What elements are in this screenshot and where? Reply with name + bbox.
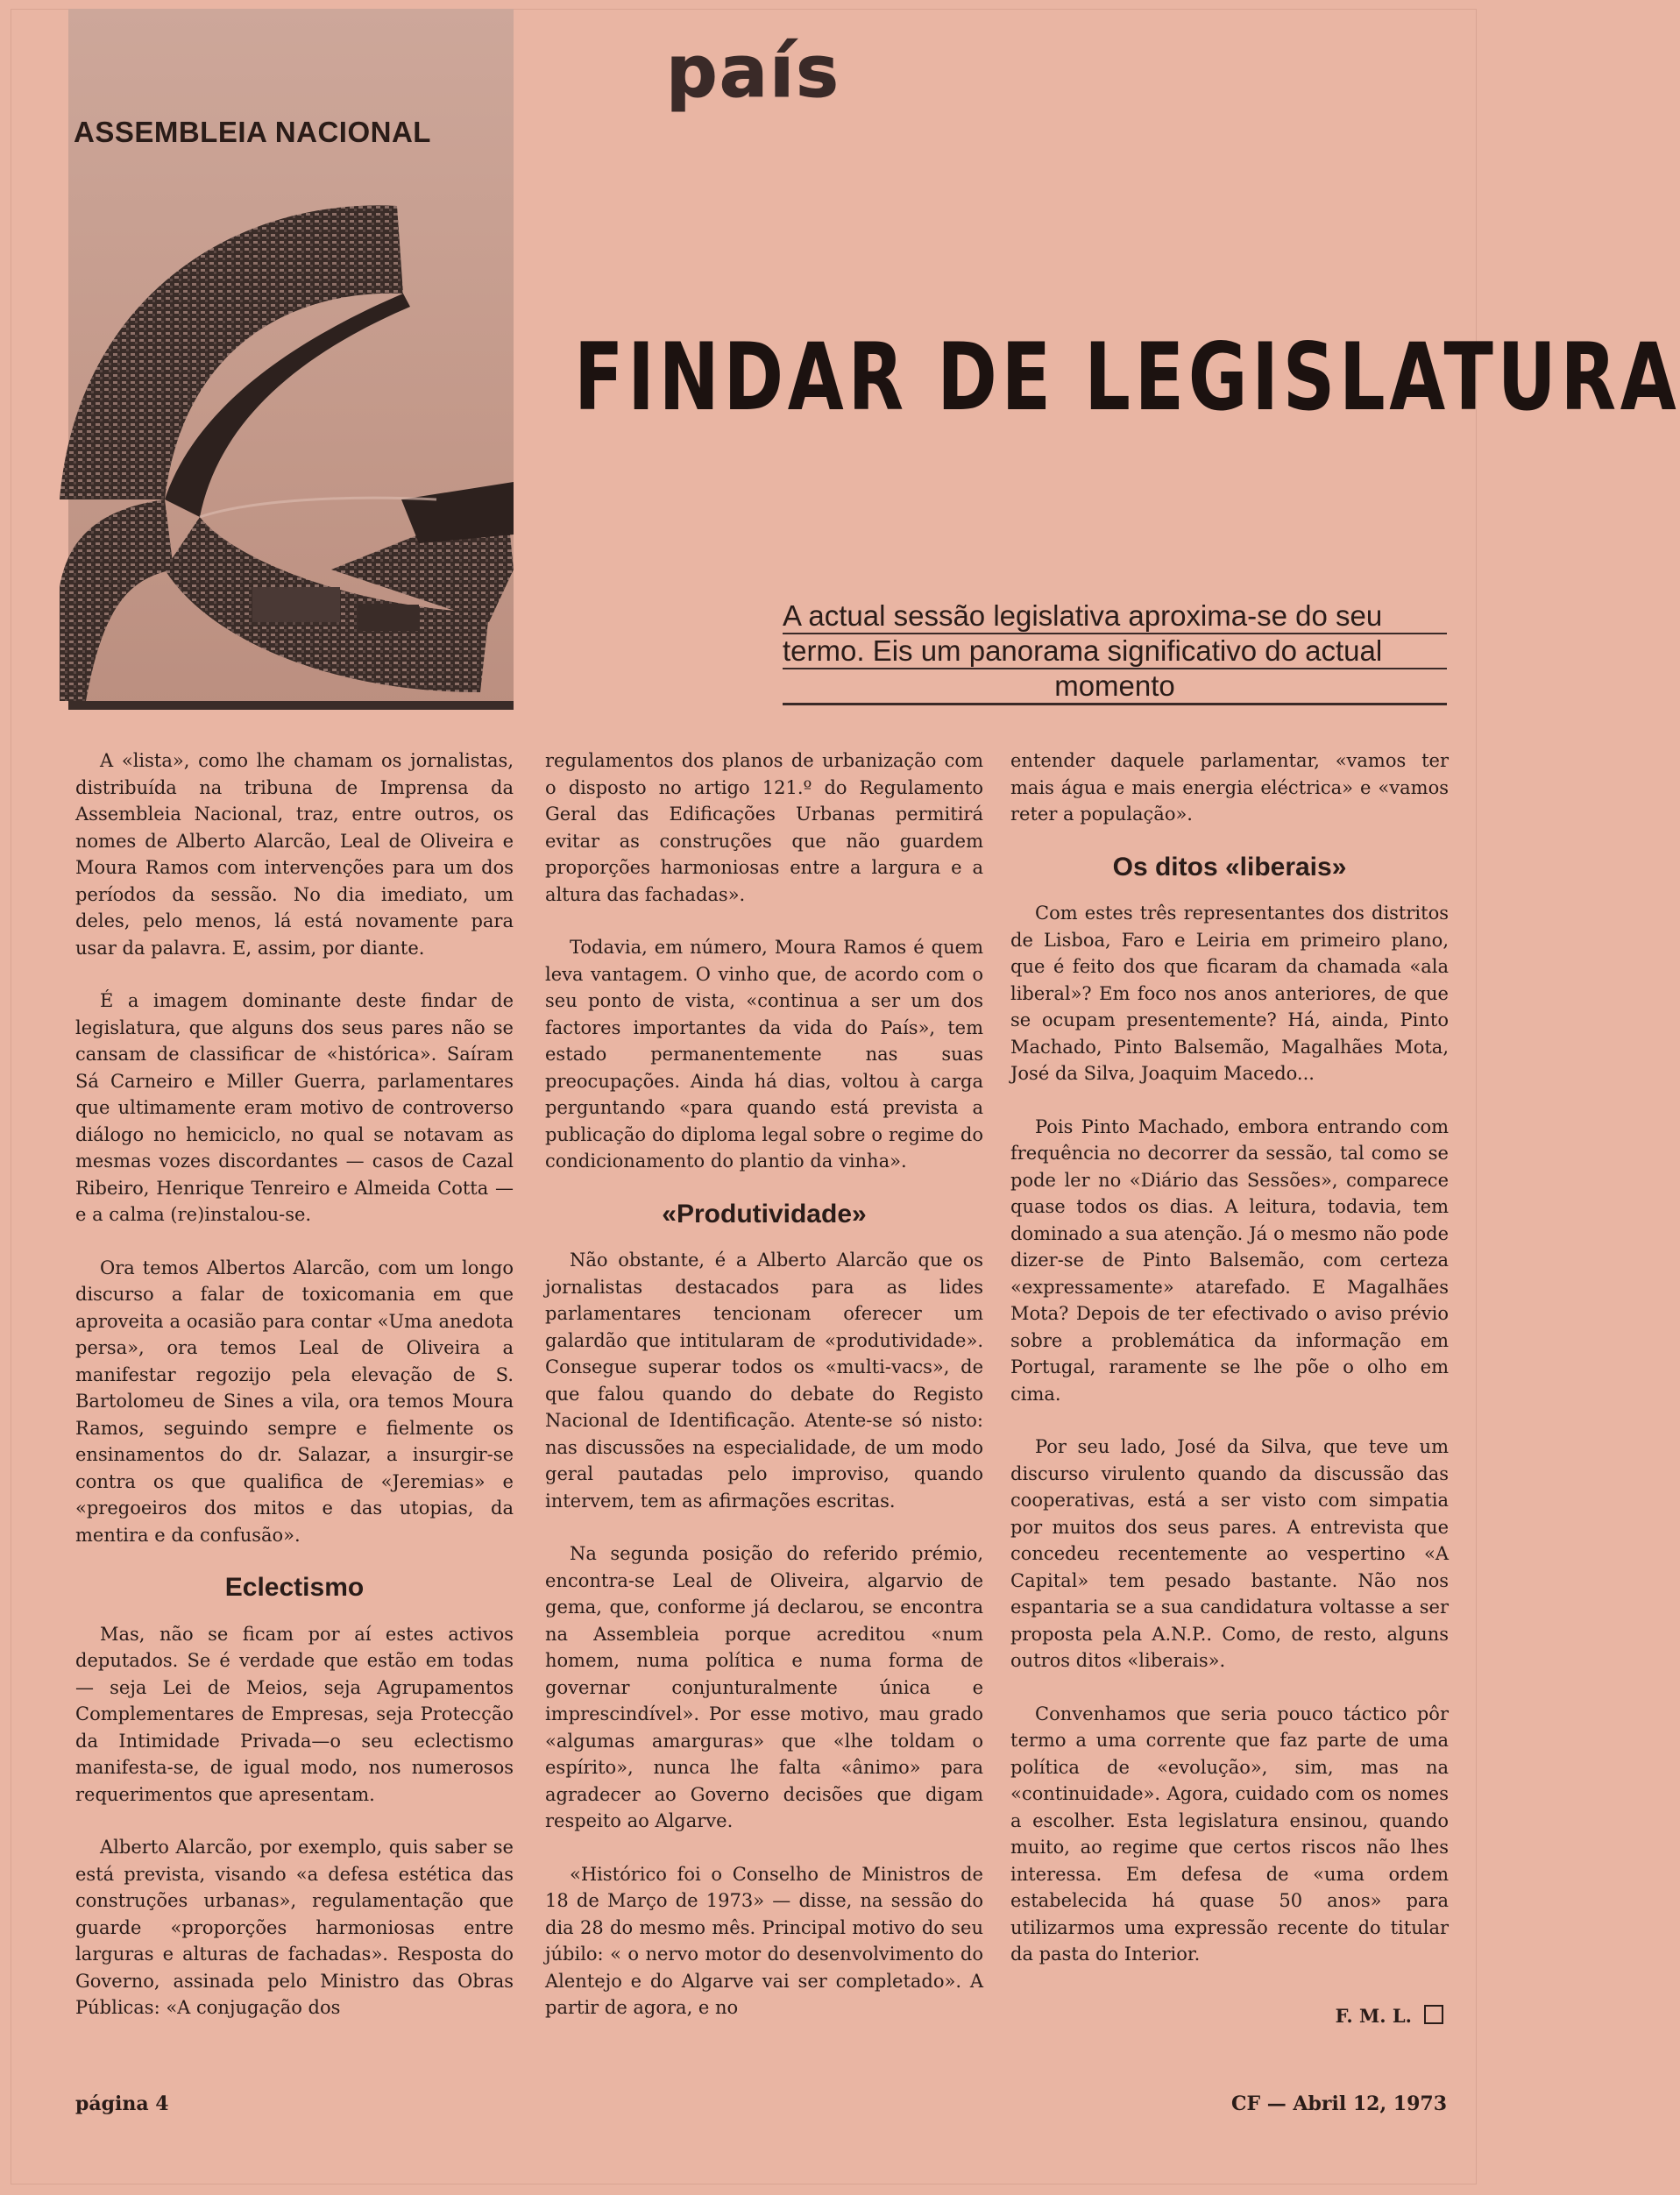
article-column-3 — [1010, 747, 1449, 2029]
assembly-hemicycle-photo — [68, 9, 514, 710]
article-dek — [783, 599, 1447, 705]
paragraph: Com estes três representantes dos distritos de Lisboa, Faro e Leiria em primeiro plano, que é feito dos que ficaram da chamada «ala liberal»? Em foco nos anos anteriores, de que se ocupam presentemente? Há, ainda, Pinto Machado, Pinto Balsemão, Magalhães Mota, José da Silva, Joaquim Macedo... — [1010, 903, 1449, 1084]
subheading-eclectismo: Eclectismo — [224, 1573, 365, 1602]
paragraph: «Histórico foi o Conselho de Ministros de 18 de Março de 1973» — disse, na sessão do dia 28 do mesmo mês. Principal motivo do seu júbilo: « o nervo motor do desenvolvimento do Alentejo e do Algarve vai ser completado». A partir de agora, e no — [545, 1863, 983, 2018]
subheading-ditos-liberais: Os ditos «liberais» — [1112, 852, 1347, 882]
paragraph: Na segunda posição do referido prémio, encontra-se Leal de Oliveira, algarvio de gema, que, conforme já declarou, se encontra na Assembleia porque acreditou «num homem, numa política e numa forma de governar conjunturalmente única e imprescindível». Por esse motivo, mau grado «algumas amarguras» que «lhe toldam o espírito», nunca lhe falta «ânimo» para agradecer ao Governo decisões que digam respeito ao Algarve. — [545, 1543, 983, 1831]
dek-line: termo. Eis um panorama significativo do actual — [783, 634, 1447, 669]
section-label: ASSEMBLEIA NACIONAL — [74, 116, 431, 148]
paragraph: Todavia, em número, Moura Ramos é quem leva vantagem. O vinho que, de acordo com o seu ponto de vista, «continua a ser um dos factores importantes da vida do País», tem estado permanentemente nas suas preocupações. Ainda há dias, voltou à carga perguntando «para quando está prevista a publicação do diploma legal sobre o regime do condicionamento do plantio da vinha». — [545, 937, 983, 1172]
dek-line: momento — [783, 669, 1447, 705]
paragraph: Pois Pinto Machado, embora entrando com frequência no decorrer da sessão, tal como se pode ler no «Diário das Sessões», comparece quase todos os dias. A leitura, todavia, tem dominado a sua atenção. Já o mesmo não pode dizer-se de Pinto Balsemão, com certeza «expressamente» atarefado. E Magalhães Mota? Depois de ter efectivado o aviso prévio sobre a problemática da informação em Portugal, raramente se lhe põe o olho em cima. — [1010, 1115, 1449, 1405]
paragraph: Não obstante, é a Alberto Alarcão que os jornalistas destacados para as lides parlamentares tencionam oferecer um galardão que intitularam de «produtividade». Consegue superar todos os «multi-vacs», de que falou quando do debate do Registo Nacional de Identificação. Atente-se só nisto: nas discussões na especialidade, de um modo geral pautadas pelo improviso, quando intervem, tem as afirmações escritas. — [545, 1250, 983, 1512]
paragraph: regulamentos dos planos de urbanização com o disposto no artigo 121.º do Regulamento Geral das Edificações Urbanas permitirá evitar as construções que não guardem proporções harmoniosas entre a largura e a altura das fachadas». — [545, 750, 983, 905]
subheading-produtividade: «Produtividade» — [662, 1199, 867, 1228]
paragraph: Ora temos Albertos Alarcão, com um longo discurso a falar de toxicomania em que aproveita a ocasião para contar «Uma anedota persa», ora temos Leal de Oliveira a manifestar regozijo pela elevação de S. Bartolomeu de Sines a vila, ora temos Moura Ramos, seguindo sempre e fielmente os ensinamentos do dr. Salazar, a insurgir-se contra os que qualifica de «Jeremias» e «pregoeiros dos mitos e das utopias, da mentira e da confusão». — [75, 1257, 514, 1546]
paragraph: entender daquele parlamentar, «vamos ter mais água e mais energia eléctrica» e «vamos reter a população». — [1010, 750, 1449, 825]
dek-line: A actual sessão legislativa aproxima-se do seu — [783, 599, 1447, 634]
page-number: página 4 — [75, 2092, 169, 2115]
paragraph: A «lista», como lhe chamam os jornalistas, distribuída na tribuna de Imprensa da Assembleia Nacional, traz, entre outros, os nomes de Alberto Alarcão, Leal de Oliveira e Moura Ramos com intervenções para um dos períodos da sessão. No dia imediato, um deles, pelo menos, lá está novamente para usar da palavra. E, assim, por diante. — [75, 750, 514, 959]
paragraph: Convenhamos que seria pouco táctico pôr termo a uma corrente que faz parte de uma política de «evolução», sim, mas na «continuidade». Agora, cuidado com os nomes a escolher. Esta legislatura ensinou, quando muito, ao regime que certos riscos não lhes interessa. Em defesa de «uma ordem estabelecida há quase 50 anos» para utilizarmos uma expressão recente do titular da pasta do Interior. — [1010, 1703, 1449, 1965]
end-mark-icon — [1424, 2005, 1443, 2024]
paragraph: Alberto Alarcão, por exemplo, quis saber se está prevista, visando «a defesa estética das construções urbanas», regulamentação que guarde «proporções harmoniosas entre larguras e alturas de fachadas». Resposta do Governo, assinada pelo Ministro das Obras Públicas: «A conjugação dos — [75, 1837, 514, 2018]
paragraph: Por seu lado, José da Silva, que teve um discurso virulento quando da discussão das cooperativas, está a ser visto com simpatia por muitos dos seus pares. A entrevista que concedeu recentemente ao vespertino «A Capital» tem pesado bastante. Não nos espantaria se a sua candidatura voltasse a ser proposta pela A.N.P.. Como, de resto, alguns outros ditos «liberais». — [1010, 1436, 1449, 1671]
section-brand-title: país — [666, 31, 840, 114]
paragraph: Mas, não se ficam por aí estes activos deputados. Se é verdade que estão em todas — seja Lei de Meios, seja Agrupamentos Complementares de Empresas, seja Protecção da Intimidade Privada—o seu eclectismo manifesta-se, de igual modo, nos numerosos requerimentos que apresentam. — [75, 1623, 514, 1805]
paragraph: É a imagem dominante deste findar de legislatura, que alguns dos seus pares não se cansam de classificar de «histórica». Saíram Sá Carneiro e Miller Guerra, parlamentares que ultimamente eram motivo de controverso diálogo no hemiciclo, no qual se notavam as mesmas vozes discordantes — casos de Cazal Ribeiro, Henrique Tenreiro e Almeida Cotta — e a calma (re)instalou-se. — [75, 990, 514, 1225]
signature-text: F. M. L. — [1335, 2004, 1412, 2027]
article-column-2 — [545, 747, 983, 2048]
issue-date: CF — Abril 12, 1973 — [1230, 2092, 1447, 2115]
article-headline: FINDAR DE LEGISLATURA — [574, 323, 1680, 431]
article-column-1 — [75, 747, 514, 2048]
author-signature — [1010, 2003, 1449, 2030]
